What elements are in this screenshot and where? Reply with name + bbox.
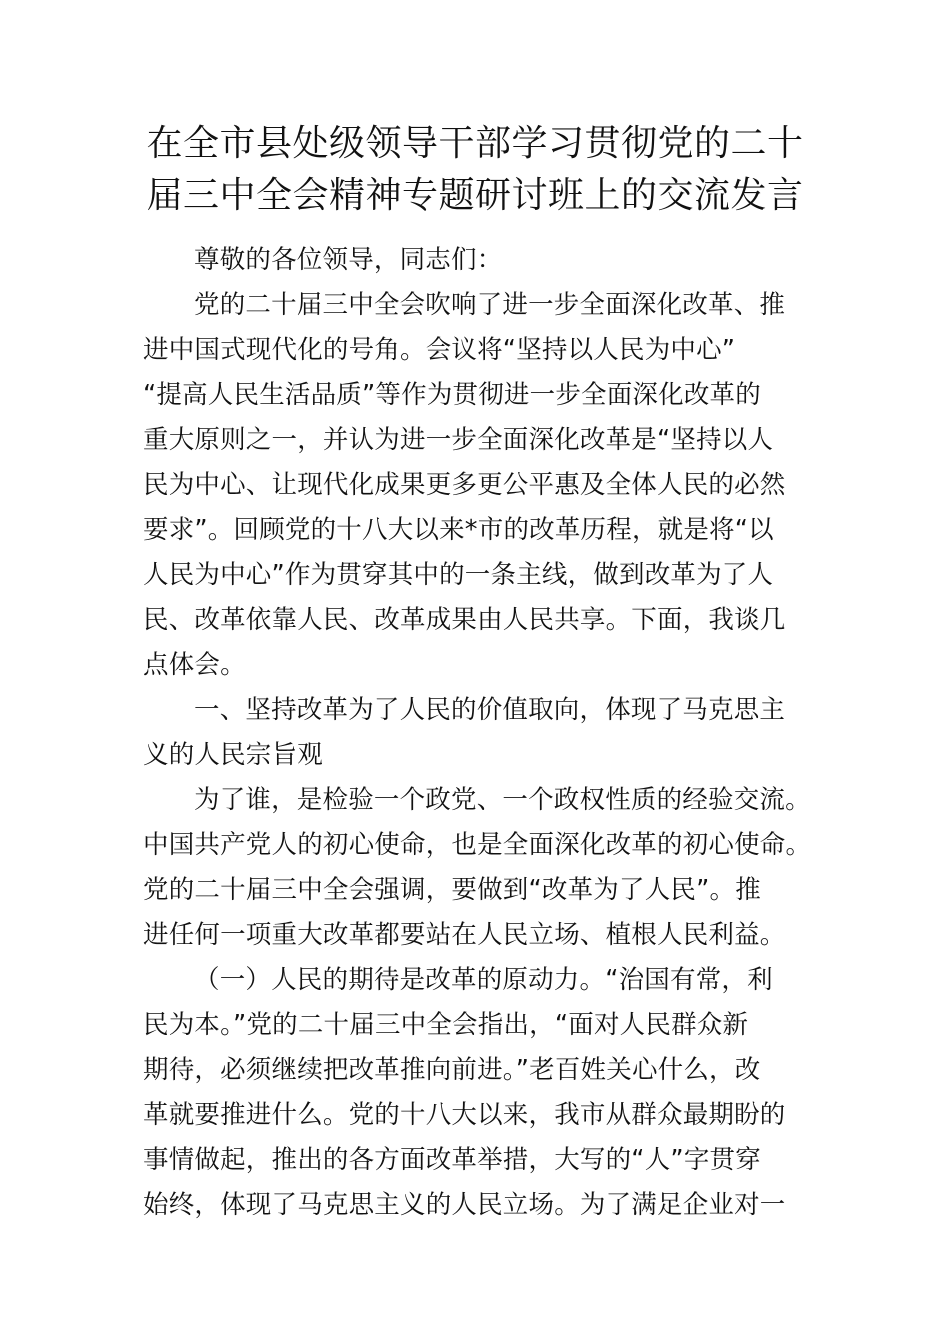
paragraph-line: 事情做起，推出的各方面改革举措，大写的“人”字贯穿 <box>143 1145 761 1175</box>
title-line-2: 届三中全会精神专题研讨班上的交流发言 <box>146 175 804 216</box>
title-line-1: 在全市县处级领导干部学习贯彻党的二十 <box>146 123 804 164</box>
section-heading-line: 一、坚持改革为了人民的价值取向，体现了马克思主 <box>194 695 786 725</box>
paragraph-line: 重大原则之一，并认为进一步全面深化改革是“坚持以人 <box>143 425 774 455</box>
paragraph-line: “提高人民生活品质”等作为贯彻进一步全面深化改革的 <box>143 380 761 410</box>
paragraph-line: 为了谁，是检验一个政党、一个政权性质的经验交流。 <box>194 785 811 815</box>
paragraph-line: 党的二十届三中全会吹响了进一步全面深化改革、推 <box>194 290 786 320</box>
salutation: 尊敬的各位领导，同志们： <box>194 245 503 275</box>
document-title <box>140 118 810 222</box>
paragraph-line: （一）人民的期待是改革的原动力。“治国有常，利 <box>194 965 773 995</box>
section-heading-line: 义的人民宗旨观 <box>143 740 323 770</box>
paragraph-line: 中国共产党人的初心使命，也是全面深化改革的初心使命。 <box>143 830 812 860</box>
paragraph-line: 人民为中心”作为贯穿其中的一条主线，做到改革为了人 <box>143 560 774 590</box>
paragraph-line: 民、改革依靠人民、改革成果由人民共享。下面，我谈几 <box>143 605 786 635</box>
paragraph-line: 始终，体现了马克思主义的人民立场。为了满足企业对一 <box>143 1190 786 1220</box>
paragraph-line: 民为中心、让现代化成果更多更公平惠及全体人民的必然 <box>143 470 786 500</box>
paragraph-line: 革就要推进什么。党的十八大以来，我市从群众最期盼的 <box>143 1100 786 1130</box>
paragraph-line: 点体会。 <box>143 650 246 680</box>
paragraph-line: 民为本。”党的二十届三中全会指出，“面对人民群众新 <box>143 1010 749 1040</box>
paragraph-line: 进任何一项重大改革都要站在人民立场、植根人民利益。 <box>143 920 786 950</box>
paragraph-line: 要求”。回顾党的十八大以来*市的改革历程，就是将“以 <box>143 515 774 545</box>
paragraph-line: 党的二十届三中全会强调，要做到“改革为了人民”。推 <box>143 875 761 905</box>
document-body <box>143 238 812 1228</box>
paragraph-line: 期待，必须继续把改革推向前进。”老百姓关心什么，改 <box>143 1055 761 1085</box>
paragraph-line: 进中国式现代化的号角。会议将“坚持以人民为中心” <box>143 335 736 365</box>
